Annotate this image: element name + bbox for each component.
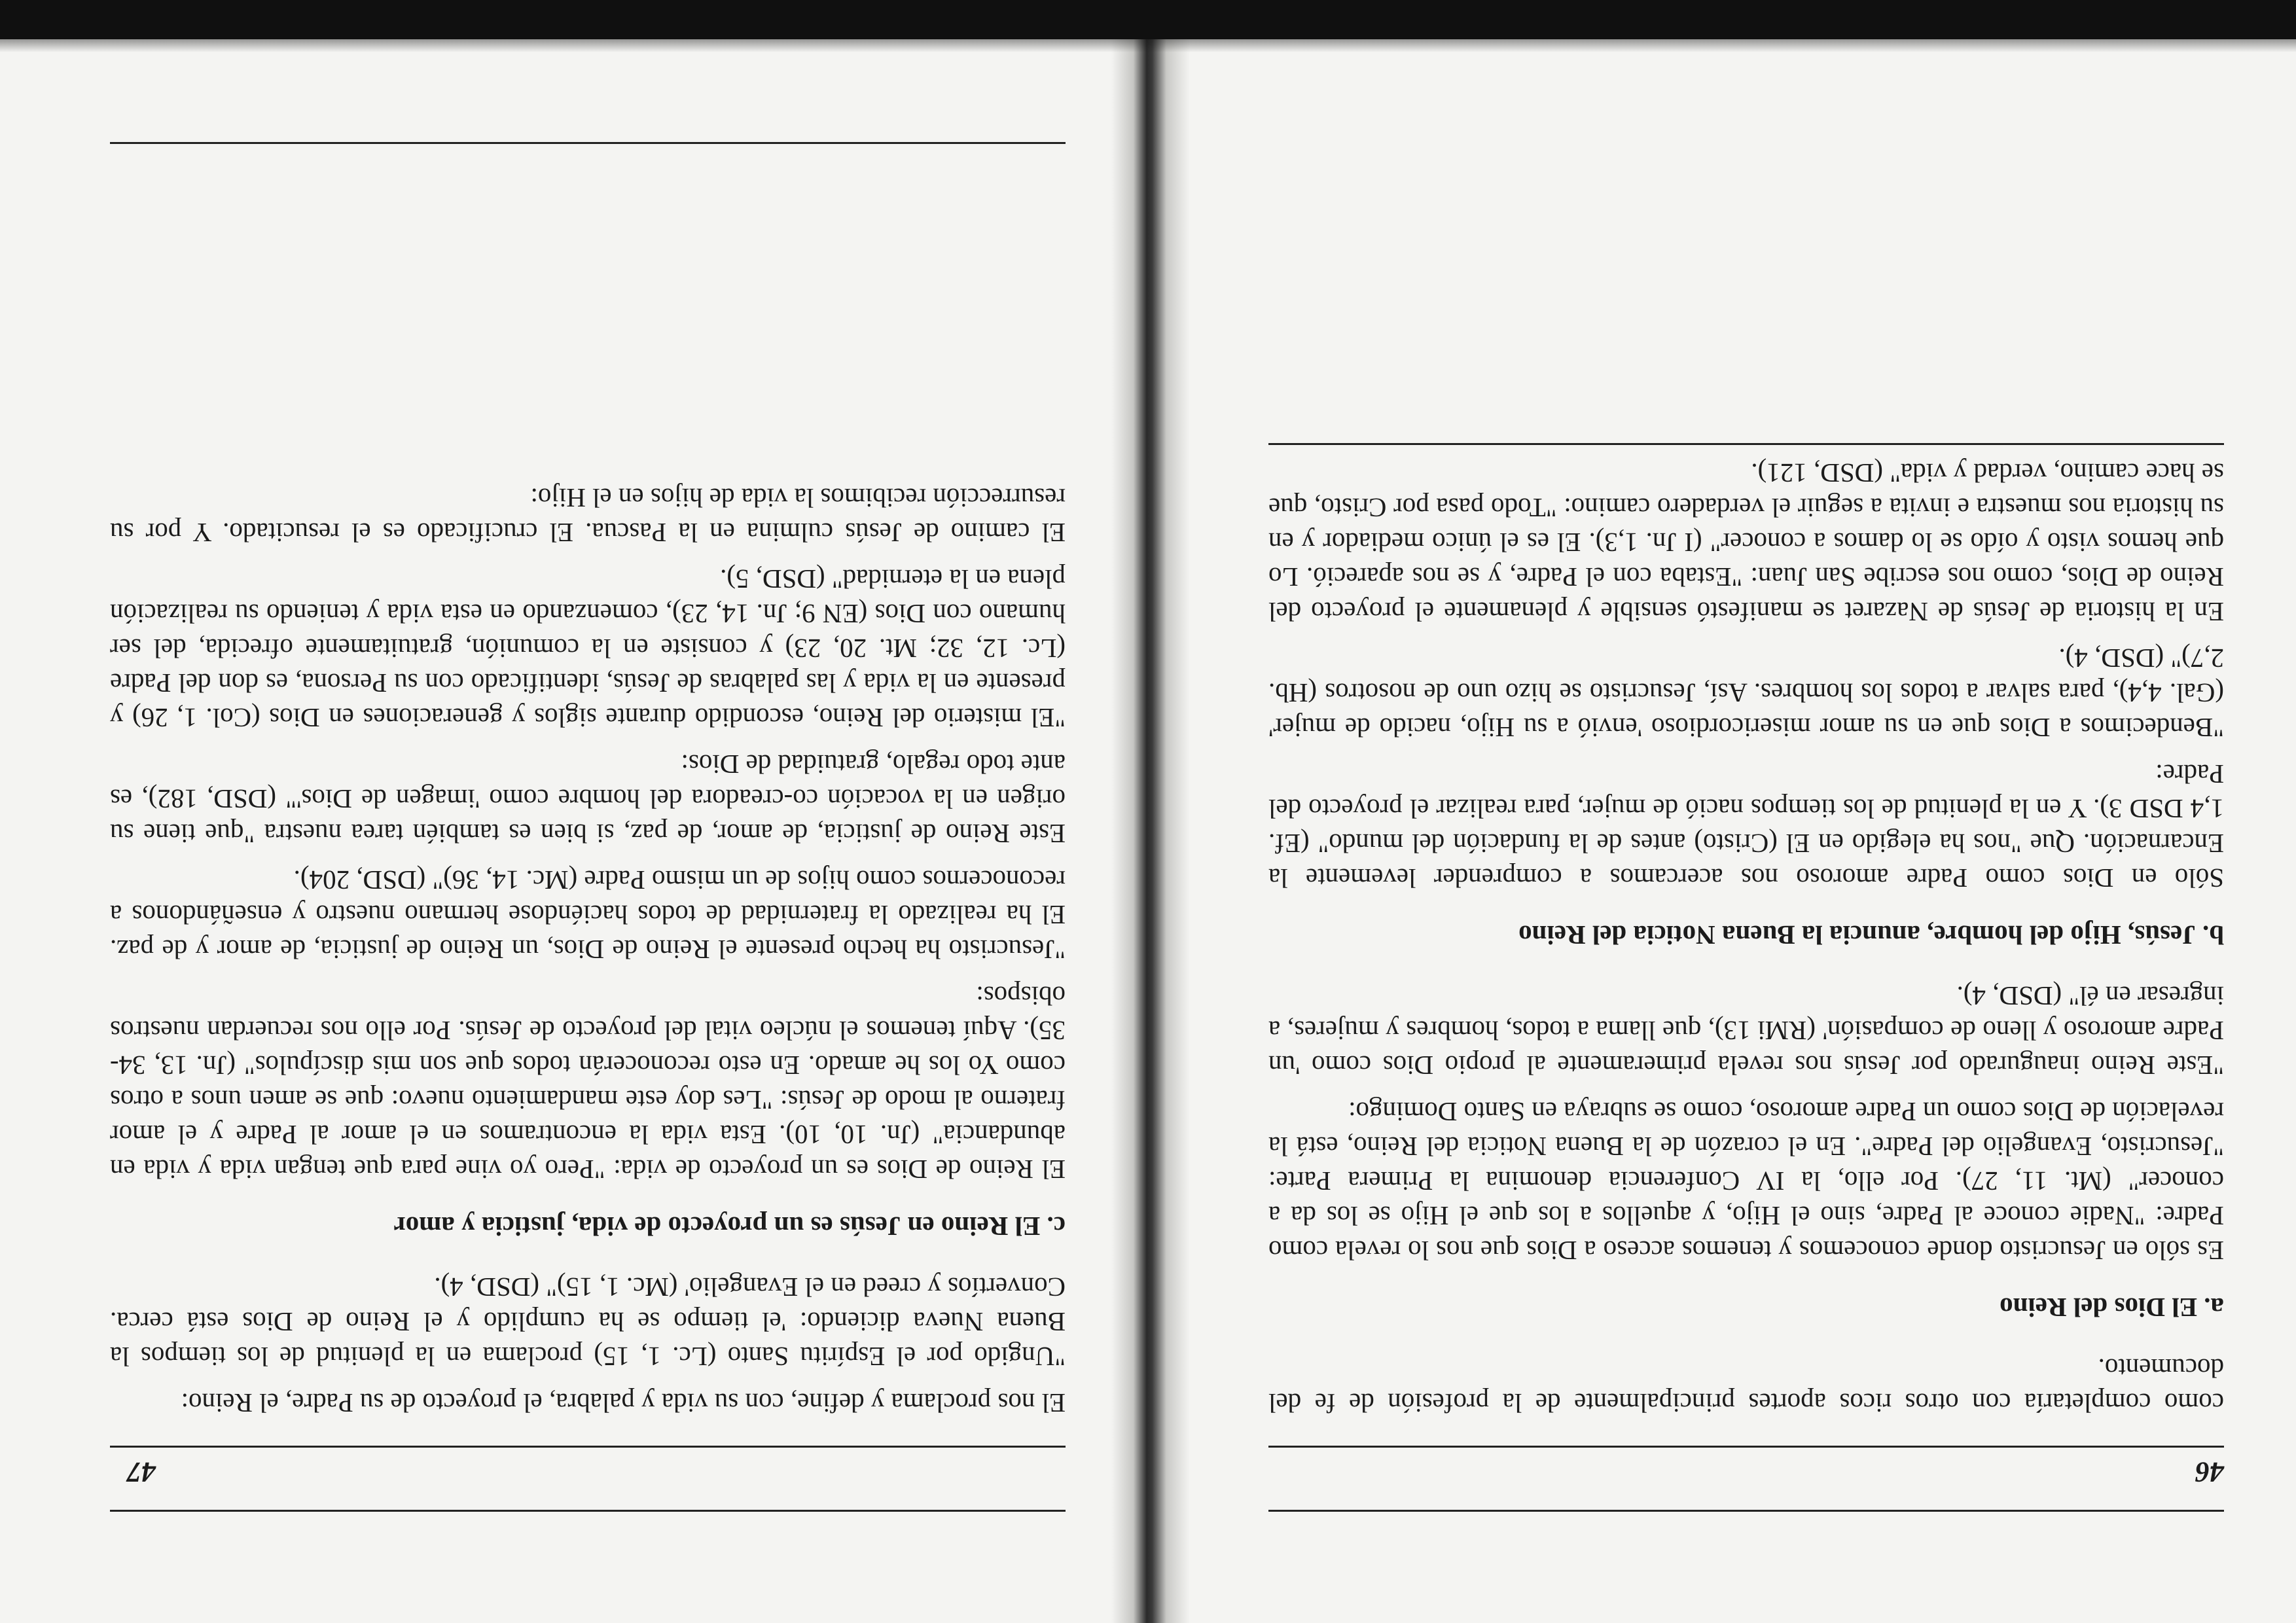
header-rule <box>110 1510 1066 1512</box>
page-number: 47 <box>127 1456 156 1488</box>
header-rule <box>1268 1510 2224 1512</box>
footer-rule <box>110 142 1066 144</box>
quote-block: "Este Reino inaugurado por Jesús nos revela primeramente al propio Dios como 'un Padre amoroso y lleno de compasión' (RMi 13), que llama a todos, hombres y mujeres, a ingresar en él" (DSD, 4). <box>1268 981 2224 1080</box>
paragraph: El nos proclama y define, con su vida y palabra, el proyecto de su Padre, el Reino: <box>181 1388 1066 1418</box>
quote-block: "El misterio del Reino, escondido durante siglos y generaciones en Dios (Col. 1, 26) y presente en la vida y las palabras de Jesús, identificado con su Persona, es don del Padre (Lc. 12, 32; Mt. 20, 23) y consiste en la comunión, gratuitamente ofrecida, del ser humano con Dios (EN 9; Jn. 14, 23), comenzando en esta vida y teniendo su realización plena en la eternidad" (DSD, 5). <box>110 564 1066 733</box>
quote-block: "Ungido por el Espíritu Santo (Lc. 1, 15) proclama en la plenitud de los tiempos la Buena Nueva diciendo: 'el tiempo se ha cumplido y el Reino de Dios está cerca. Convertíos y creed en el Evangelio' (Mc. 1, 15)" (DSD, 4). <box>110 1272 1066 1372</box>
paragraph: Este Reino de justicia, de amor, de paz, si bien es también tarea nuestra "que tiene su origen en la vocación co-creadora del hombre como 'imagen de Dios'" (DSD, 182), es ante todo regalo, gratuidad de Dios: <box>110 749 1066 849</box>
quote-block: "Bendecimos a Dios que en su amor misericordioso 'envió a su Hijo, nacido de mujer' (Gal. 4,4), para salvar a todos los hombres. Así, Jesucristo se hizo uno de nosotros (Hb. 2,7)" (DSD, 4). <box>1268 643 2224 743</box>
scan-edge-shadow <box>0 0 2296 52</box>
paragraph: En la historia de Jesús de Nazaret se manifestó sensible y plenamente el proyecto del Reino de Dios, como nos escribe San Juan: "Estaba con el Padre, y se nos apareció. Lo que hemos visto y oído se lo damos a conocer" (I Jn. 1,3). El es el único mediador y en su historia nos muestra e invita a seguir el verdadero camino: "Todo pasa por Cristo, que se hace camino, verdad y vida" (DSD, 121). <box>1268 458 2224 627</box>
paragraph: Es sólo en Jesucristo donde conocemos y tenemos acceso a Dios que nos lo revela como Padre: "Nadie conoce al Padre, sino el Hijo, y aquellos a los que el Hijo se los da a conocer" (Mt. 11, 27). Por ello, la IV Conferencia denomina la Primera Parte: "Jesucristo, Evangelio del Padre". En el corazón de la Buena Noticia del Reino, está la revelación de Dios como un Padre amoroso, como se subraya en Santo Domingo: <box>1268 1097 2224 1266</box>
quote-block: "Jesucristo ha hecho presente el Reino de Dios, un Reino de justicia, de amor y de paz. El ha realizado la fraternidad de todos haciéndose hermano nuestro y enseñándonos a reconocernos como hijos de un mismo Padre (Mc. 14, 36)" (DSD, 204). <box>110 865 1066 965</box>
book-gutter-shadow <box>1111 39 1190 1623</box>
paragraph: como completaría con otros ricos aportes principalmente de la profesión de fe del documento. <box>1268 1353 2224 1418</box>
section-heading-c: c. El Reino en Jesús es un proyecto de vida, justicia y amor <box>393 1211 1066 1241</box>
paragraph: El Reino de Dios es un proyecto de vida: "Pero yo vine para que tengan vida y vida en abundancia" (Jn. 10, 10). Esta vida la encontramos en el amor al Padre y el amor fraterno al modo de Jesús: "Les doy este mandamiento nuevo: que se amen unos a otros como Yo los he amado. En esto reconocerán todos que son mis discípulos" (Jn. 13, 34-35). Aquí tenemos el núcleo vital del proyecto de Jesús. Por ello nos recuerdan nuestros obispos: <box>110 981 1066 1185</box>
section-heading-a: a. El Dios del Reino <box>2000 1293 2224 1323</box>
page-47-body <box>110 469 1066 1420</box>
paragraph: Sólo en Dios como Padre amoroso nos acercamos a comprender levemente la Encarnación. Que "nos ha elegido en El (Cristo) antes de la fundación del mundo" (Ef. 1,4 DSD 3). Y en la plenitud de los tiempos nació de mujer, para realizar el proyecto del Padre: <box>1268 759 2224 893</box>
page-46-body <box>1268 444 2224 1420</box>
page-number: 46 <box>2195 1456 2224 1488</box>
footer-rule <box>1268 443 2224 445</box>
page-46 <box>1164 39 2296 1623</box>
page-47 <box>0 39 1138 1623</box>
header-rule-lower <box>110 1446 1066 1448</box>
section-heading-b: b. Jesús, Hijo del hombre, anuncia la Buena Noticia del Reino <box>1518 920 2224 950</box>
header-rule-lower <box>1268 1446 2224 1448</box>
paragraph: El camino de Jesús culmina en la Pascua. El crucificado es el resucitado. Y por su resurrección recibimos la vida de hijos en el Hijo: <box>110 483 1066 548</box>
